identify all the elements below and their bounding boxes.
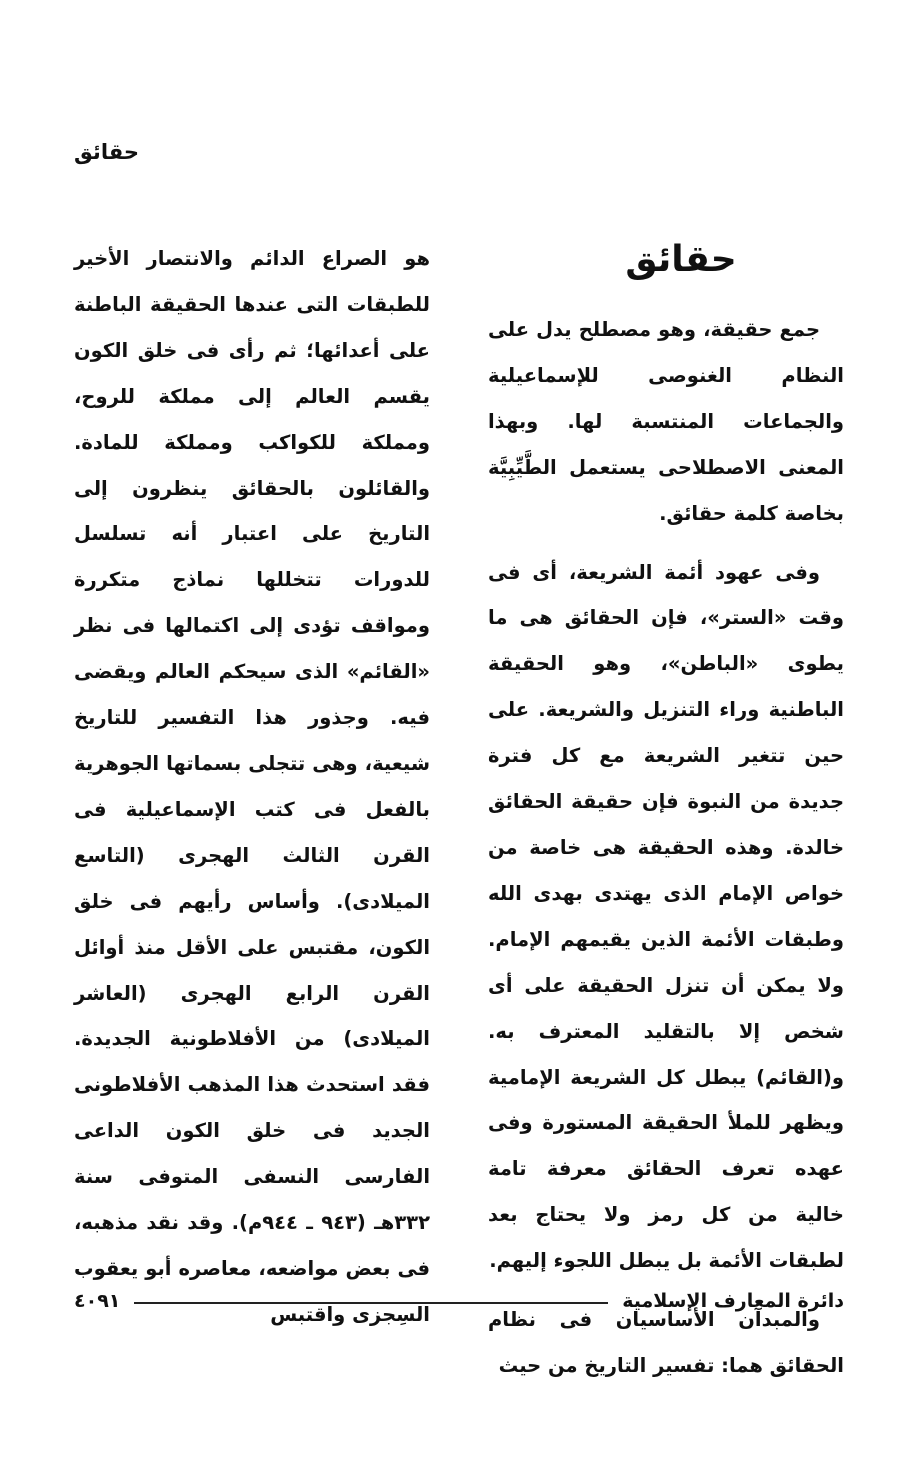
paragraph: هو الصراع الدائم والانتصار الأخير للطبقات التى عندها الحقيقة الباطنة على أعدائها؛ ثم رأى فى خلق الكون يقسم العالم إلى مملكة للروح، ومملكة للكواكب ومملكة للمادة. والقائلون بالحقائق ينظرون إلى التاريخ على اعتبار أنه تسلسل للدورات تتخللها نماذج متكررة ومواقف تؤدى إلى اكتمالها فى نظر «القائم» الذى سيحكم العالم ويقضى فيه. وجذور هذا التفسير للتاريخ شيعية، وهى تتجلى بسماتها الجوهرية بالفعل فى كتب الإسماعيلية فى القرن الثالث الهجرى (التاسع الميلادى). وأساس رأيهم فى خلق الكون، مقتبس على الأقل منذ أوائل القرن الرابع الهجرى (العاشر الميلادى) من الأفلاطونية الجديدة. فقد استحدث هذا المذهب الأفلاطونى الجديد فى خلق الكون الداعى الفارسى النسفى المتوفى سنة ٣٣٢هـ (٩٤٣ ـ ٩٤٤م). وقد نقد مذهبه، فى بعض مواضعه، معاصره أبو يعقوب السِجزى واقتبس — [74, 247, 430, 1326]
left-column — [74, 236, 430, 1338]
running-head: حقائق — [74, 140, 139, 164]
paragraph: والمبدآن الأساسيان فى نظام الحقائق هما: تفسير التاريخ من حيث — [488, 1308, 844, 1377]
footer-rule — [134, 1302, 608, 1304]
publication-title: دائرة المعارف الإسلامية — [622, 1290, 844, 1312]
paragraph: جمع حقيقة، وهو مصطلح يدل على النظام الغنوصى للإسماعيلية والجماعات المنتسبة لها. وبهذا المعنى الاصطلاحى يستعمل الطَّيِّبِيَّة بخاصة كلمة حقائق. — [488, 318, 844, 525]
page-footer — [74, 1286, 844, 1316]
article-title: حقائق — [625, 239, 737, 280]
paragraph: وفى عهود أئمة الشريعة، أى فى وقت «الستر»، فإن الحقائق هى ما يطوى «الباطن»، وهو الحقيقة الباطنية وراء التنزيل والشريعة. على حين تتغير الشريعة مع كل فترة جديدة من النبوة فإن حقيقة الحقائق خالدة. وهذه الحقيقة هى خاصة من خواص الإمام الذى يهتدى بهدى الله وطبقات الأئمة الذين يقيمهم الإمام. ولا يمكن أن تنزل الحقيقة على أى شخص إلا بالتقليد المعترف به. و(القائم) يبطل كل الشريعة الإمامية ويظهر للملأ الحقيقة المستورة وفى عهده تعرف الحقائق معرفة تامة خالية من كل رمز ولا يحتاج بعد لطبقات الأئمة بل يبطل اللجوء إليهم. — [488, 560, 844, 1273]
page-number: ٤٠٩١ — [74, 1290, 121, 1312]
right-column — [488, 235, 844, 1389]
